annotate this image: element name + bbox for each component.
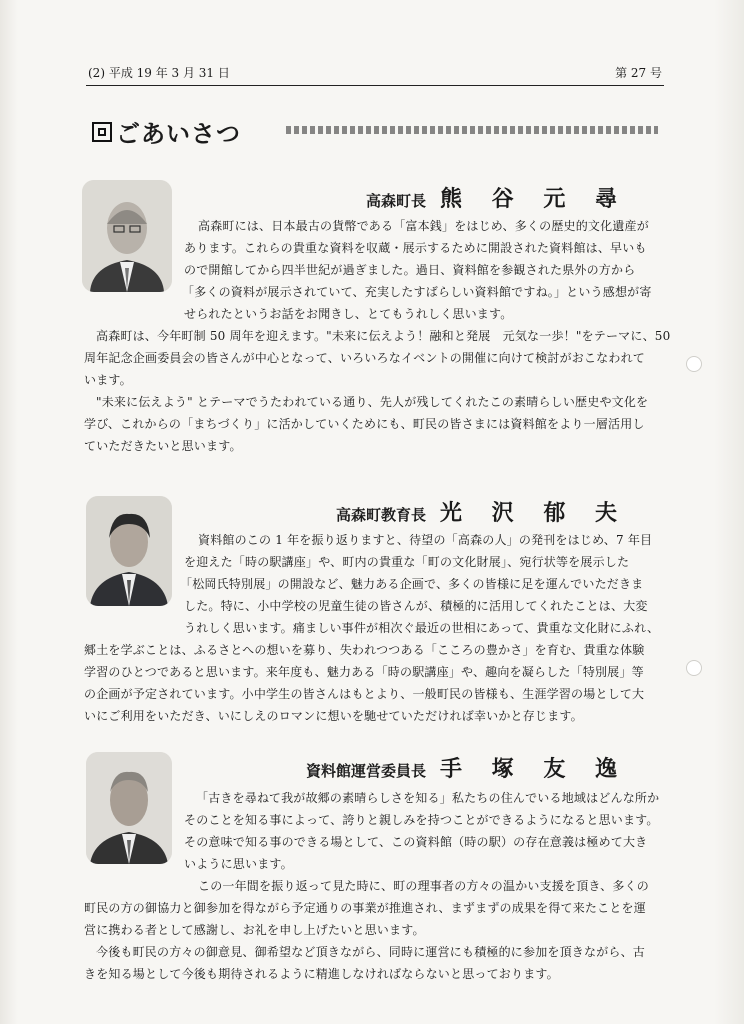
text-line: 郷土を学ぶことは、ふるさとへの想いを募り、失われつつある「こころの豊かさ」を育む、貴重な体験	[84, 643, 645, 657]
text-line: 「古きを尋ねて我が故郷の素晴らしさを知る」私たちの住んでいる地域はどんな所か	[196, 791, 660, 805]
text-line: この一年間を振り返って見た時に、町の理事者の方々の温かい支援を頂き、多くの	[198, 879, 649, 893]
portrait-photo-committee-chair	[86, 752, 172, 864]
text-line: 資料館のこの 1 年を振り返りますと、待望の「高森の人」の発刊をはじめ、7 年目	[198, 533, 653, 547]
greeter-role: 高森町長	[366, 192, 427, 210]
text-line: "未来に伝えよう" とテーマでうたわれている通り、先人が残してくれたこの素晴らしい歴史や文化を	[96, 395, 649, 409]
greeter-name: 手 塚 友 逸	[440, 757, 628, 782]
square-bullet-icon	[92, 122, 112, 142]
text-line: 学び、これからの「まちづくり」に活かしていくためにも、町民の皆さまには資料館をより一層活用し	[84, 417, 645, 431]
text-line: 学習のひとつであると思います。来年度も、魅力ある「時の駅講座」や、趣向を凝らした「特別展」等	[84, 665, 644, 679]
text-line: いように思います。	[184, 857, 293, 871]
text-line: その意味で知る事のできる場として、この資料館（時の駅）の存在意義は極めて大き	[184, 835, 648, 849]
header-divider	[86, 85, 664, 86]
text-line: 高森町には、日本最古の貨幣である「富本銭」をはじめ、多くの歴史的文化遺産が	[198, 219, 649, 233]
text-line: の企画が予定されています。小中学生の皆さんはもとより、一般町民の皆様も、生涯学習の場として大	[84, 687, 645, 701]
portrait-photo-mayor	[82, 180, 172, 292]
text-line: いにご利用をいただき、いにしえのロマンに想いを馳せていただければ幸いかと存じます。	[84, 709, 583, 723]
issue-number: 第 27 号	[615, 66, 662, 80]
text-line: あります。これらの貴重な資料を収蔵・展示するために開設された資料館は、早いも	[184, 241, 647, 255]
text-line: 今後も町民の方々の御意見、御希望など頂きながら、同時に運営にも積極的に参加を頂きながら、古	[96, 945, 646, 959]
issue-date: (2) 平成 19 年 3 月 31 日	[88, 66, 230, 80]
text-line: うれしく思います。痛ましい事件が相次ぐ最近の世相にあって、貴重な文化財にふれ、	[184, 621, 660, 635]
greeter-committee-chair	[306, 752, 628, 783]
section-title-text: ごあいさつ	[116, 120, 241, 148]
title-decoration	[286, 126, 658, 134]
greeter-name: 熊 谷 元 尋	[440, 187, 628, 212]
text-line: ので開館してから四半世紀が過ぎました。過日、資料館を参観された県外の方から	[184, 263, 636, 277]
text-line: きを知る場として今後も期待されるように精進しなければならないと思っております。	[84, 967, 559, 981]
portrait-photo-superintendent	[86, 496, 172, 606]
text-line: 高森町は、今年町制 50 周年を迎えます。"未来に伝えよう！融和と発展 元気な一歩！"をテーマに、50	[96, 329, 671, 343]
text-line: 「多くの資料が展示されていて、充実したすばらしい資料館ですね。」という感想が寄	[182, 285, 652, 299]
greeter-superintendent	[336, 496, 628, 527]
text-line: 「松岡氏特別展」の開設など、魅力ある企画で、多くの皆様に足を運んでいただきま	[180, 577, 644, 591]
text-line: 町民の方の御協力と御参加を得ながら予定通りの事業が推進され、まずまずの成果を得て来たことを運	[84, 901, 646, 915]
punch-hole-upper	[686, 356, 702, 372]
text-line: ていただきたいと思います。	[84, 439, 242, 453]
text-line: を迎えた「時の駅講座」や、町内の貴重な「町の文化財展」、宛行状等を展示した	[184, 555, 630, 569]
text-line: そのことを知る事によって、誇りと親しみを持つことができるようになると思います。	[184, 813, 659, 827]
greeter-role: 資料館運営委員長	[306, 762, 427, 780]
text-line: した。特に、小中学校の児童生徒の皆さんが、積極的に活用してくれたことは、大変	[184, 599, 648, 613]
punch-hole-lower	[686, 660, 702, 676]
page-header	[88, 64, 662, 82]
greeter-mayor	[366, 182, 628, 213]
text-line: 周年記念企画委員会の皆さんが中心となって、いろいろなイベントの開催に向けて検討がおこなわれて	[84, 351, 645, 365]
section-title	[92, 114, 241, 149]
greeter-name: 光 沢 郁 夫	[440, 501, 628, 526]
text-line: せられたというお話をお聞きし、とてもうれしく思います。	[184, 307, 513, 321]
greeter-role: 高森町教育長	[336, 506, 427, 524]
text-line: 営に携わる者として感謝し、お礼を申し上げたいと思います。	[84, 923, 425, 937]
text-line: います。	[84, 373, 132, 387]
